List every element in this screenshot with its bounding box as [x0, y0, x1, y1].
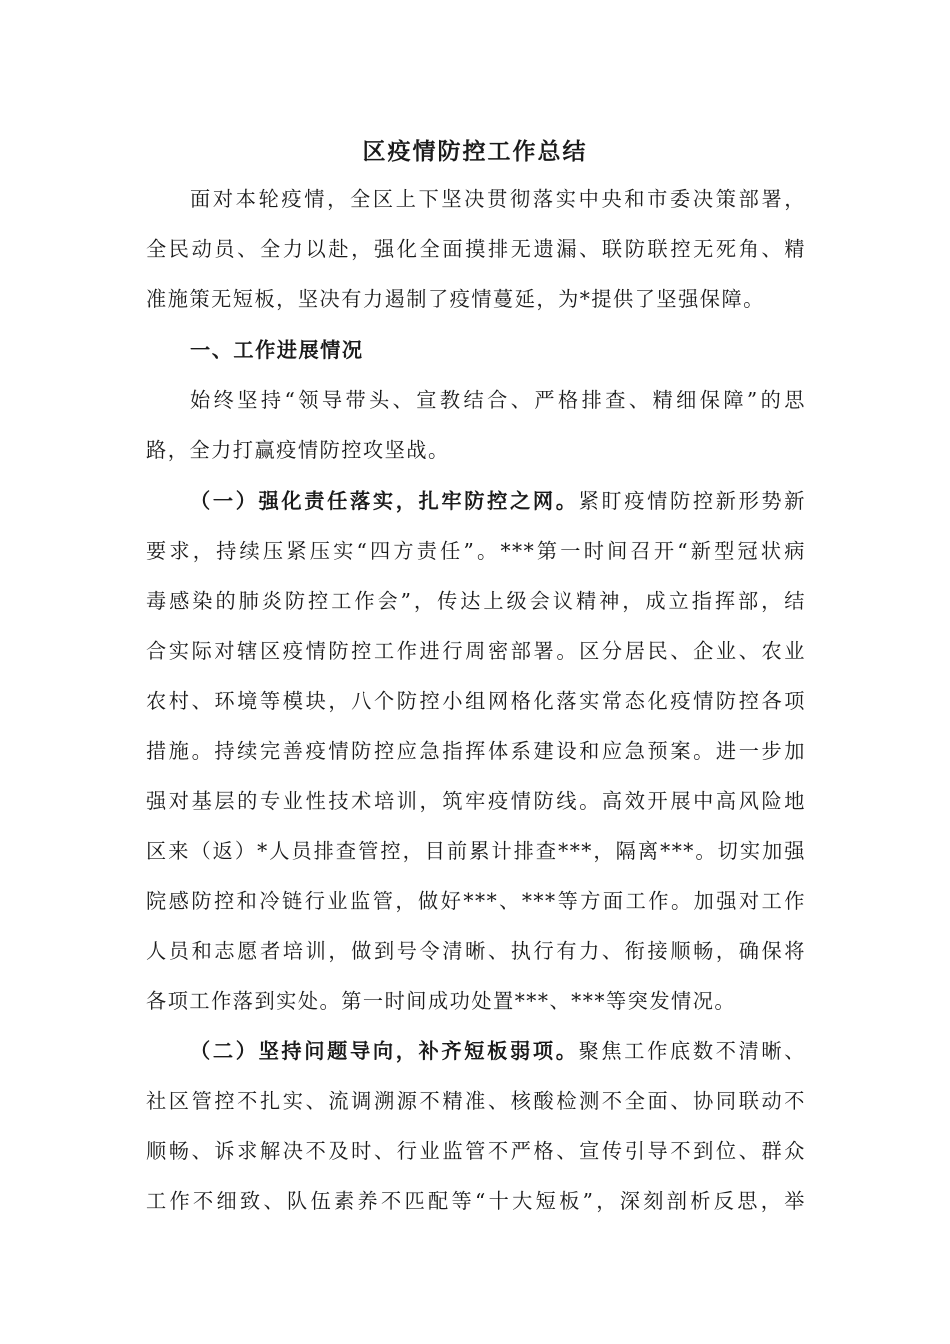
- item-line: 要求，持续压紧压实“四方责任”。***第一时间召开“新型冠状病: [146, 539, 806, 563]
- item-line: 农村、环境等模块，八个防控小组网格化落实常态化疫情防控各项: [146, 689, 806, 713]
- page-title: 区疫情防控工作总结: [362, 138, 588, 165]
- intro-line: 面对本轮疫情，全区上下坚决贯彻落实中央和市委决策部署，: [190, 187, 806, 211]
- item-text: 紧盯疫情防控新形势新: [578, 489, 806, 513]
- item-line: 措施。持续完善疫情防控应急指挥体系建设和应急预案。进一步加: [146, 739, 806, 763]
- item-first-line: [190, 484, 806, 518]
- section-paragraph-line: 始终坚持“领导带头、宣教结合、严格排查、精细保障”的思: [190, 388, 806, 412]
- item-line: 合实际对辖区疫情防控工作进行周密部署。区分居民、企业、农业: [146, 639, 806, 663]
- item-line: 院感防控和冷链行业监管，做好***、***等方面工作。加强对工作: [146, 889, 806, 913]
- item-line: 毒感染的肺炎防控工作会”，传达上级会议精神，成立指挥部，结: [146, 589, 806, 613]
- item-line: 顺畅、诉求解决不及时、行业监管不严格、宣传引导不到位、群众: [146, 1139, 806, 1163]
- item-line: 人员和志愿者培训，做到号令清晰、执行有力、衔接顺畅，确保将: [146, 939, 806, 963]
- item-line: 社区管控不扎实、流调溯源不精准、核酸检测不全面、协同联动不: [146, 1089, 806, 1113]
- section-heading: 一、工作进展情况: [190, 338, 364, 362]
- item-heading: （二）坚持问题导向，补齐短板弱项。: [190, 1039, 579, 1063]
- intro-line: 全民动员、全力以赴，强化全面摸排无遗漏、联防联控无死角、精: [146, 237, 806, 261]
- item-heading: （一）强化责任落实，扎牢防控之网。: [190, 489, 579, 513]
- item-line: 区来（返）*人员排查管控，目前累计排查***，隔离***。切实加强: [146, 839, 806, 863]
- item-line: 各项工作落到实处。第一时间成功处置***、***等突发情况。: [146, 989, 737, 1013]
- item-first-line: [190, 1034, 806, 1068]
- section-paragraph-line: 路，全力打赢疫情防控攻坚战。: [146, 438, 450, 462]
- item-line: 强对基层的专业性技术培训，筑牢疫情防线。高效开展中高风险地: [146, 789, 806, 813]
- item-text: 聚焦工作底数不清晰、: [578, 1039, 806, 1063]
- item-line: 工作不细致、队伍素养不匹配等“十大短板”，深刻剖析反思，举: [146, 1189, 806, 1213]
- intro-line: 准施策无短板，坚决有力遏制了疫情蔓延，为*提供了坚强保障。: [146, 287, 765, 311]
